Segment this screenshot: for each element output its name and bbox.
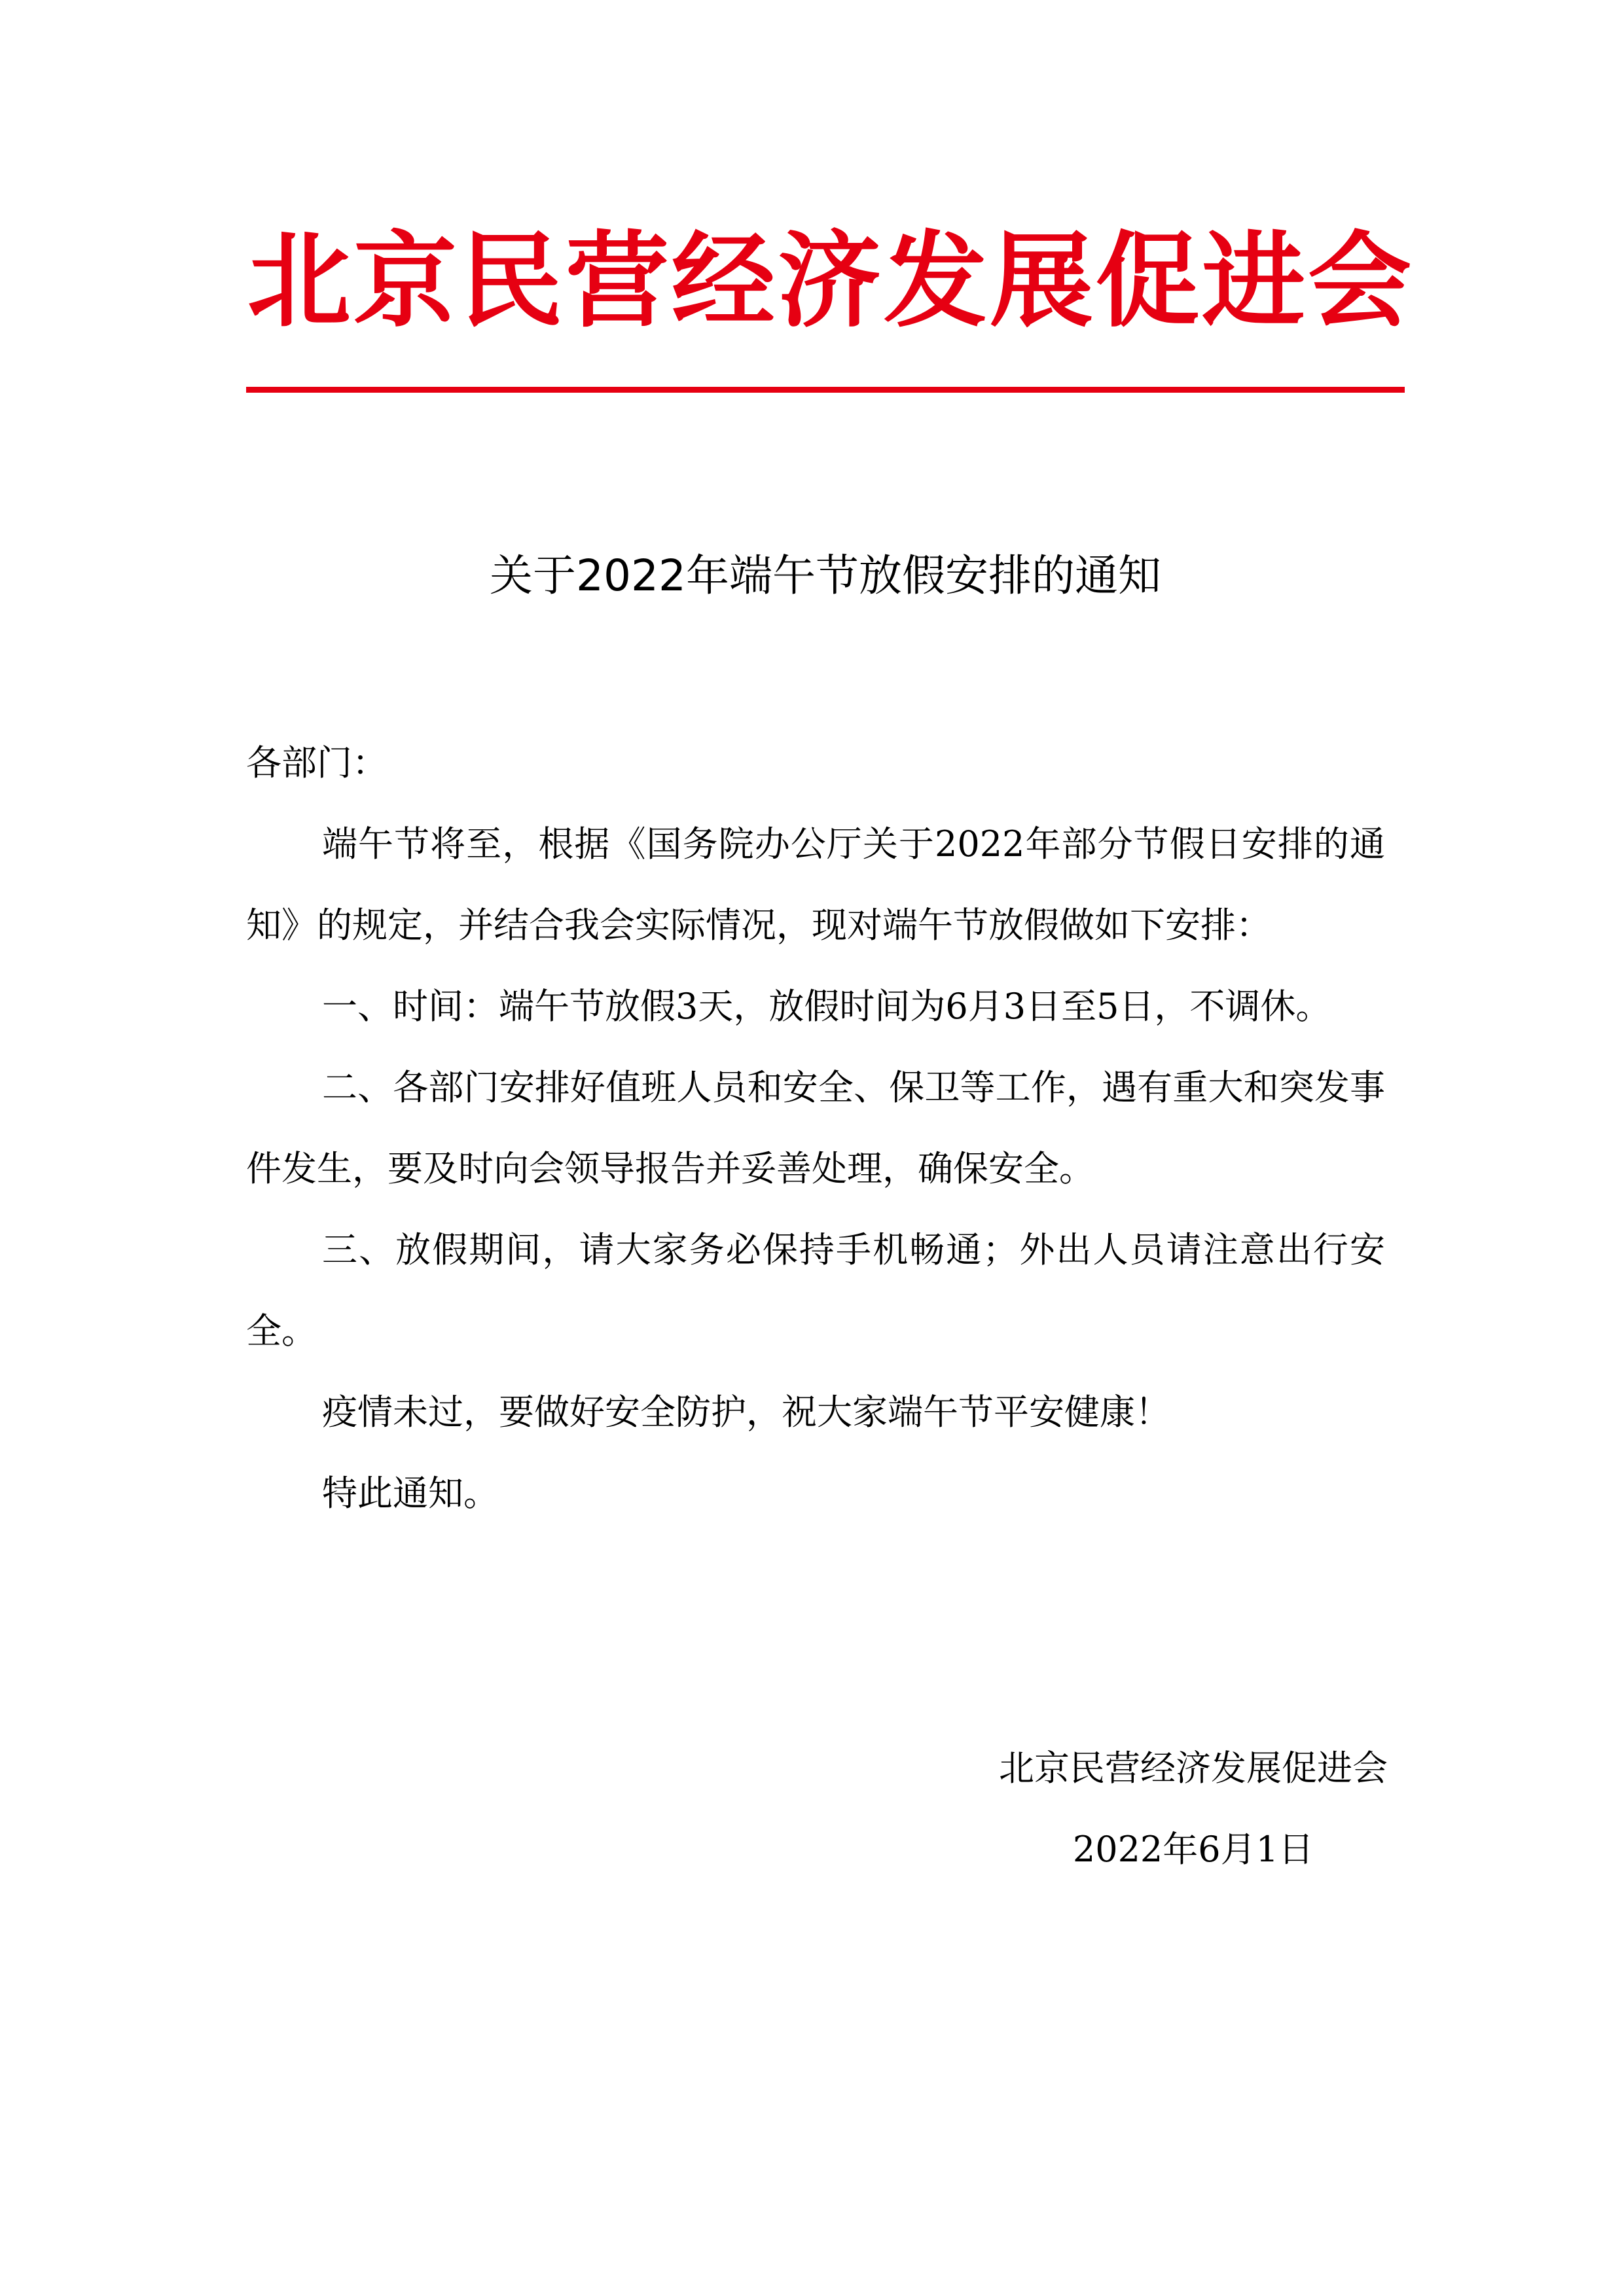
signature-block (851, 1728, 1388, 1890)
paragraph-item-2: 二、各部门安排好值班人员和安全、保卫等工作，遇有重大和突发事件发生，要及时向会领导报告并妥善处理，确保安全。 (246, 1067, 1385, 1189)
salutation: 各部门： (246, 742, 388, 783)
paragraph-item-3: 三、放假期间，请大家务必保持手机畅通；外出人员请注意出行安全。 (246, 1229, 1385, 1352)
paragraph-wishes: 疫情未过，要做好安全防护，祝大家端午节平安健康！ (322, 1391, 1170, 1433)
signature-date: 2022年6月1日 (1072, 1829, 1314, 1870)
signature-organization: 北京民营经济发展促进会 (999, 1748, 1388, 1789)
paragraph-item-1: 一、时间：端午节放假3天，放假时间为6月3日至5日，不调休。 (322, 986, 1331, 1027)
letterhead-title: 北京民营经济发展促进会 (247, 221, 1414, 342)
notice-body (246, 723, 1385, 1534)
paragraph-closing: 特此通知。 (322, 1473, 499, 1514)
letterhead-red-rule (246, 387, 1405, 393)
notice-title: 关于2022年端午节放假安排的通知 (490, 550, 1161, 601)
paragraph-intro: 端午节将至，根据《国务院办公厅关于2022年部分节假日安排的通知》的规定，并结合我会实际情况，现对端午节放假做如下安排： (246, 823, 1385, 946)
